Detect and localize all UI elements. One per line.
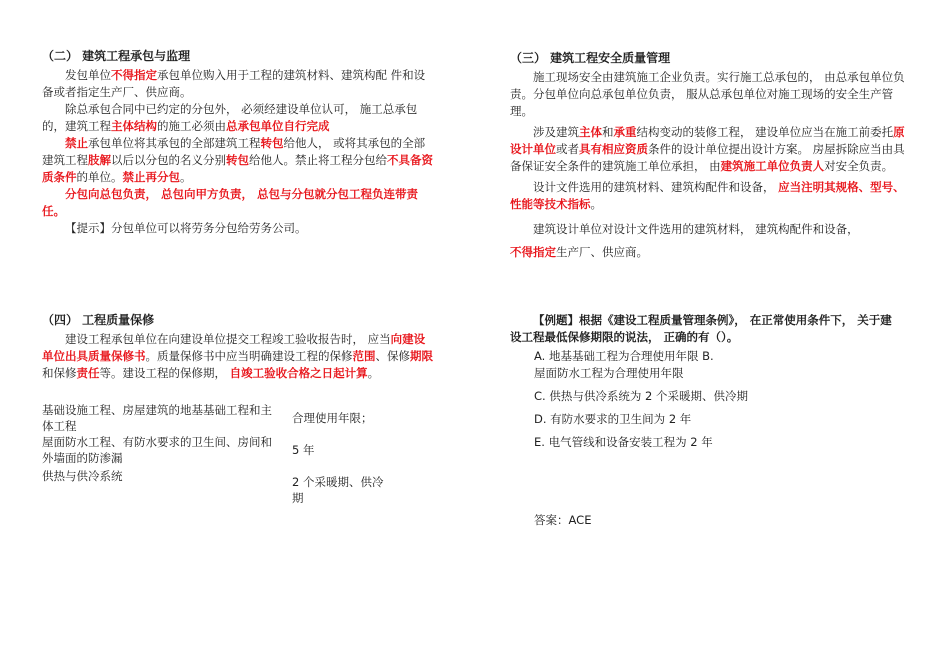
paragraph	[42, 135, 434, 186]
table-cell-item: 屋面防水工程、有防水要求的卫生间、房间和外墙面的防渗漏	[42, 435, 272, 465]
emphasis: 禁止	[65, 136, 88, 150]
emphasis: 责任	[76, 366, 100, 380]
paragraph: 建筑设计单位对设计文件选用的建筑材料， 建筑构配件和设备，	[533, 222, 859, 236]
text: 承包单位将其承包的全部建筑工程	[88, 136, 261, 150]
text: 以后以分包的名义分别	[111, 153, 226, 167]
text: 的单位。	[76, 170, 123, 184]
emphasis: 自竣工验收合格之日起计算	[229, 366, 368, 380]
emphasis: 不得指定	[111, 68, 157, 82]
emphasis: 应当注明其规格、型号、性能等技术指标	[510, 180, 905, 211]
text: 除总承包合同中已约定的分包外， 必须经建设单位认可， 施工总承包的，建筑工程	[42, 102, 418, 133]
table-cell-period: 合理使用年限；	[292, 411, 373, 425]
text: 对安全负责。	[824, 159, 894, 173]
emphasis: 具有相应资质	[579, 142, 648, 156]
option-c: C. 供热与供冷系统为 2 个采暖期、供冷期	[534, 389, 748, 403]
emphasis: 总承包单位自行完成	[226, 119, 330, 133]
text: 的施工必须由	[157, 119, 226, 133]
text: 承包单位购入用于工程的建筑材料、建筑构配 件和设备或者指定生产厂、供应商。	[42, 68, 426, 99]
paragraph: 【提示】分包单位可以将劳务分包给劳务公司。	[65, 221, 307, 235]
paragraph: 施工现场安全由建筑施工企业负责。实行施工总承包的， 由总承包单位负责。分包单位向总承包单位负责， 服从总承包单位对施工现场的安全生产管理。	[510, 70, 905, 118]
section-title: （二） 建筑工程承包与监理	[42, 49, 191, 63]
paragraph	[510, 124, 912, 175]
option-a: A. 地基基础工程为合理使用年限 B.	[534, 349, 714, 363]
paragraph	[42, 331, 436, 382]
text: 设计文件选用的建筑材料、建筑构配件和设备，	[533, 180, 779, 194]
text: 和保修	[42, 366, 77, 380]
example-question	[510, 312, 902, 457]
emphasis: 向建设单位出具质量保修书	[42, 332, 426, 363]
text: 结构变动的装修工程， 建设单位应当在施工前委托	[636, 125, 894, 139]
text: 。	[367, 366, 380, 380]
paragraph	[42, 101, 434, 135]
text: 发包单位	[65, 68, 111, 82]
text: 条件的设计单位提出设计方案。 房屋拆除应当由具备保证安全条件的建筑施工单位承担， 由	[510, 142, 905, 173]
text: 、保修	[375, 349, 410, 363]
emphasis: 建筑施工单位负责人	[720, 159, 825, 173]
section-title: （三） 建筑工程安全质量管理	[510, 51, 671, 65]
text: 或者	[556, 142, 579, 156]
emphasis: 禁止再分包	[122, 170, 180, 184]
emphasis: 转包	[260, 136, 284, 150]
text: 。质量保修书中应当明确建设工程的保修	[145, 349, 353, 363]
text: 给他人。禁止将工程分包给	[249, 153, 387, 167]
text: 建设工程承包单位在向建设单位提交工程竣工验收报告时， 应当	[65, 332, 391, 346]
options-list	[510, 348, 902, 451]
section-warranty	[42, 312, 436, 382]
section-contracting	[42, 48, 434, 237]
option-e: E. 电气管线和设备安装工程为 2 年	[534, 435, 713, 449]
emphasis: 原设计单位	[510, 125, 905, 156]
emphasis: 承重	[613, 125, 637, 139]
text: 等。建设工程的保修期，	[99, 366, 230, 380]
emphasis: 转包	[226, 153, 249, 167]
section-safety-quality	[510, 50, 912, 261]
emphasis: 主体结构	[111, 119, 157, 133]
table-cell-period: 2 个采暖期、供冷期	[292, 475, 384, 505]
paragraph	[510, 244, 912, 261]
text: 生产厂、供应商。	[556, 245, 648, 259]
question-text: 【例题】根据《建设工程质量管理条例》， 在正常使用条件下， 关于建设工程最低保修期限的说法， 正确的有（）。	[510, 313, 892, 344]
text: 。	[180, 170, 192, 184]
emphasis: 期限	[410, 349, 433, 363]
paragraph	[42, 67, 434, 101]
emphasis: 主体	[579, 125, 602, 139]
emphasis: 不得指定	[510, 245, 556, 259]
table-cell-period: 5 年	[292, 443, 315, 457]
section-title: （四） 工程质量保修	[42, 313, 155, 327]
table-cell-item: 供热与供冷系统	[42, 469, 123, 483]
emphasis: 不具备资质条件	[42, 153, 433, 184]
emphasis: 范围	[352, 349, 376, 363]
paragraph	[510, 179, 912, 213]
text: 和	[602, 125, 614, 139]
paragraph: 分包向总包负责， 总包向甲方负责， 总包与分包就分包工程负连带责任。	[42, 187, 419, 218]
option-b: 屋面防水工程为合理使用年限	[534, 366, 684, 380]
answer-text: 答案：ACE	[534, 513, 592, 527]
text: 给他人， 或将其承包的全部建筑工程	[42, 136, 426, 167]
table-cell-item: 基础设施工程、房屋建筑的地基基础工程和主体工程	[42, 403, 272, 433]
emphasis: 肢解	[88, 153, 111, 167]
text: 。	[590, 197, 602, 211]
option-d: D. 有防水要求的卫生间为 2 年	[534, 412, 692, 426]
text: 涉及建筑	[533, 125, 579, 139]
